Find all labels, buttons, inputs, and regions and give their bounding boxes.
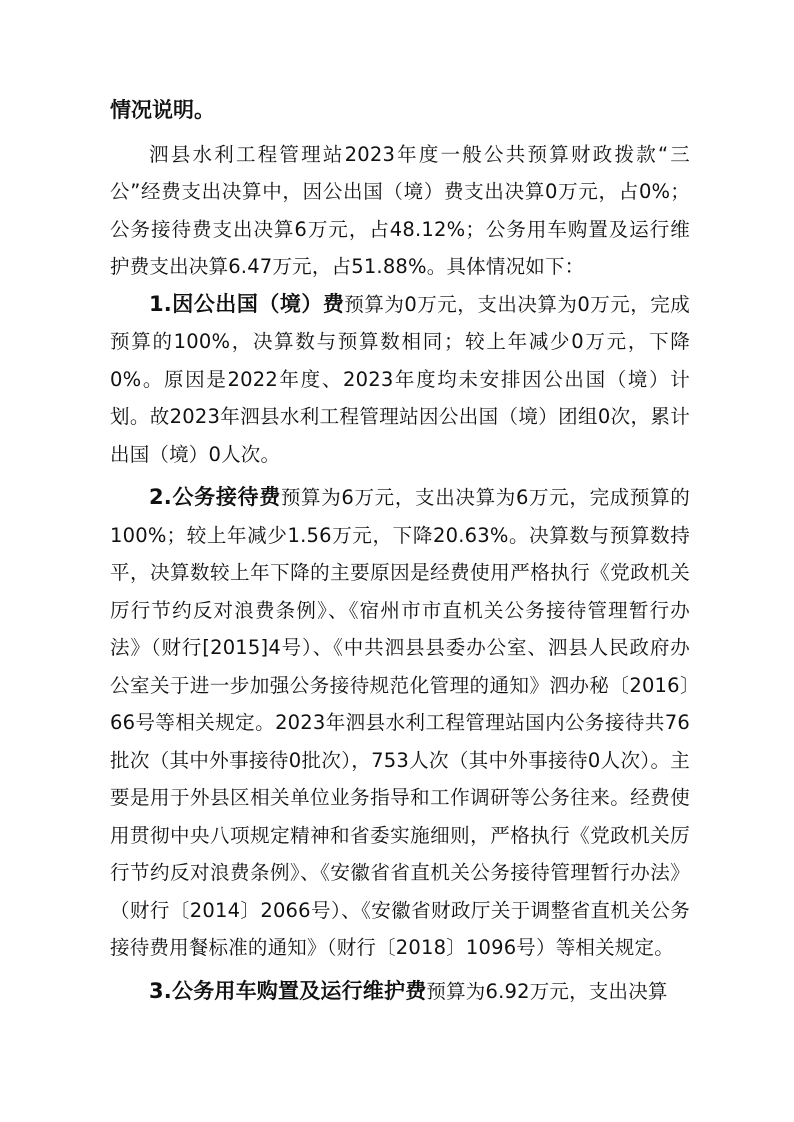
section-title: 2.公务接待费 bbox=[149, 485, 281, 509]
section-title: 1.因公出国（境）费 bbox=[149, 291, 345, 316]
section-body: 预算为6万元，支出决算为6万元，完成预算的100%；较上年减少1.56万元，下降20.63%。决算数与预算数持平，决算数较上年下降的主要原因是经费使用严格执行《党政机关厉行节约反对浪费条例》、《宿州市市直机关公务接待管理暂行办法》（财行[2015]4号）、《中共泗县县委办公室、泗县人民政府办公室关于进一步加强公务接待规范化管理的通知》泗办秘〔2016〕66号等相关规定。2023年泗县水利工程管理站国内公务接待共76批次（其中外事接待0批次），753人次（其中外事接待0人次）。主要是用于外县区相关单位业务指导和工作调研等公务往来。经费使用贯彻中央八项规定精神和省委实施细则，严格执行《党政机关厉行节约反对浪费条例》、《安徽省省直机关公务接待管理暂行办法》（财行〔2014〕2066号）、《安徽省财政厅关于调整省直机关公务接待费用餐标准的通知》（财行〔2018〕1096号）等相关规定。 bbox=[110, 486, 690, 959]
intro-paragraph: 泗县水利工程管理站2023年度一般公共预算财政拨款“三公”经费支出决算中，因公出国（境）费支出决算0万元，占0%；公务接待费支出决算6万元，占48.12%；公务用车购置及运行维护费支出决算6.47万元，占51.88%。具体情况如下： bbox=[110, 142, 690, 278]
heading-tail: 情况说明。 bbox=[110, 98, 215, 122]
section-body: 预算为0万元，支出决算为0万元，完成预算的100%，决算数与预算数相同；较上年减少0万元，下降0%。原因是2022年度、2023年度均未安排因公出国（境）计划。故2023年泗县水利工程管理站因公出国（境）团组0次，累计出国（境）0人次。 bbox=[110, 292, 690, 466]
section-title: 3.公务用车购置及运行维护费 bbox=[149, 978, 427, 1003]
section-paragraph bbox=[110, 973, 690, 1011]
section-paragraph bbox=[110, 286, 690, 474]
document-page bbox=[110, 92, 690, 1010]
section-body: 预算为6.92万元，支出决算 bbox=[426, 979, 668, 1003]
section-paragraph bbox=[110, 479, 690, 967]
